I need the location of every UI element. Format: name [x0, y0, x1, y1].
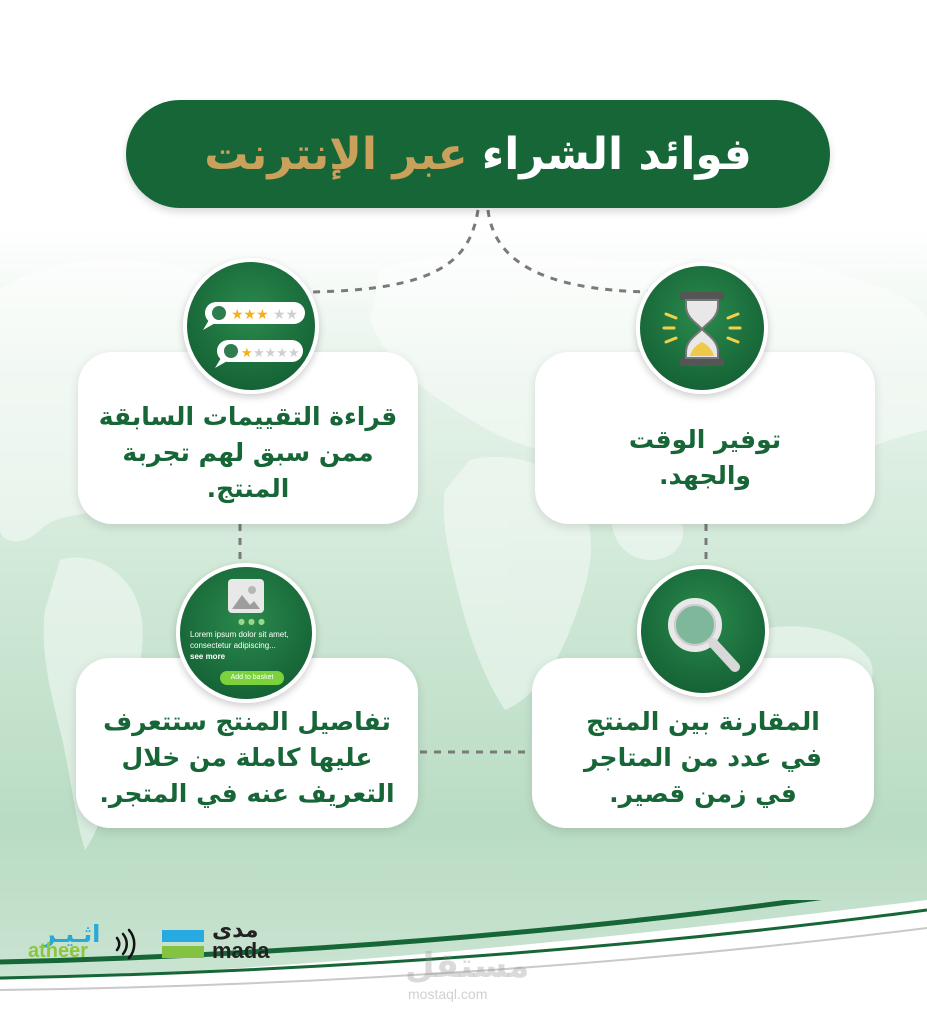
mada-blue-bar	[162, 930, 204, 942]
star-reviews-icon	[183, 258, 319, 394]
mada-logo	[162, 918, 272, 966]
contactless-icon	[114, 926, 136, 962]
title-main: فوائد الشراء	[481, 128, 752, 180]
atheer-logo	[28, 920, 138, 966]
atheer-logo-ar: اثـيـر	[42, 920, 101, 948]
magnifier-icon	[637, 565, 769, 697]
title-banner	[126, 100, 830, 208]
card-product-details-text: تفاصيل المنتج ستتعرف عليها كاملة من خلال التعريف عنه في المتجر.	[99, 707, 395, 808]
card-save-time-text: توفير الوقت والجهد.	[628, 425, 782, 490]
svg-text:★★: ★★	[273, 307, 299, 323]
svg-text:★★★★: ★★★★	[253, 346, 300, 361]
card-reviews-text: قراءة التقييمات السابقة ممن سبق لهم تجربة المنتج.	[98, 402, 398, 503]
svg-text:★★★: ★★★	[231, 307, 269, 323]
watermark-en: mostaql.com	[408, 986, 488, 1002]
carousel-dots: ●●●	[238, 617, 268, 626]
svg-text:★: ★	[241, 346, 253, 361]
product-card-icon	[176, 563, 316, 703]
preview-line-2: consectetur adipiscing...	[190, 641, 276, 650]
add-to-basket-button: Add to basket	[220, 671, 284, 685]
mada-logo-en: mada	[212, 938, 270, 963]
watermark-ar: مستقل	[405, 946, 530, 986]
mada-green-bar	[162, 946, 204, 958]
hourglass-icon	[636, 262, 768, 394]
image-placeholder-icon	[228, 579, 264, 613]
mada-logo-ar: مدى	[212, 918, 259, 943]
atheer-logo-en: atheer	[28, 940, 89, 962]
card-compare-text: المقارنة بين المنتج في عدد من المتاجر في زمن قصير.	[584, 707, 822, 808]
preview-line-1: Lorem ipsum dolor sit amet,	[190, 630, 289, 639]
see-more-link: see more	[190, 652, 226, 661]
title-highlight: عبر الإنترنت	[204, 128, 468, 180]
